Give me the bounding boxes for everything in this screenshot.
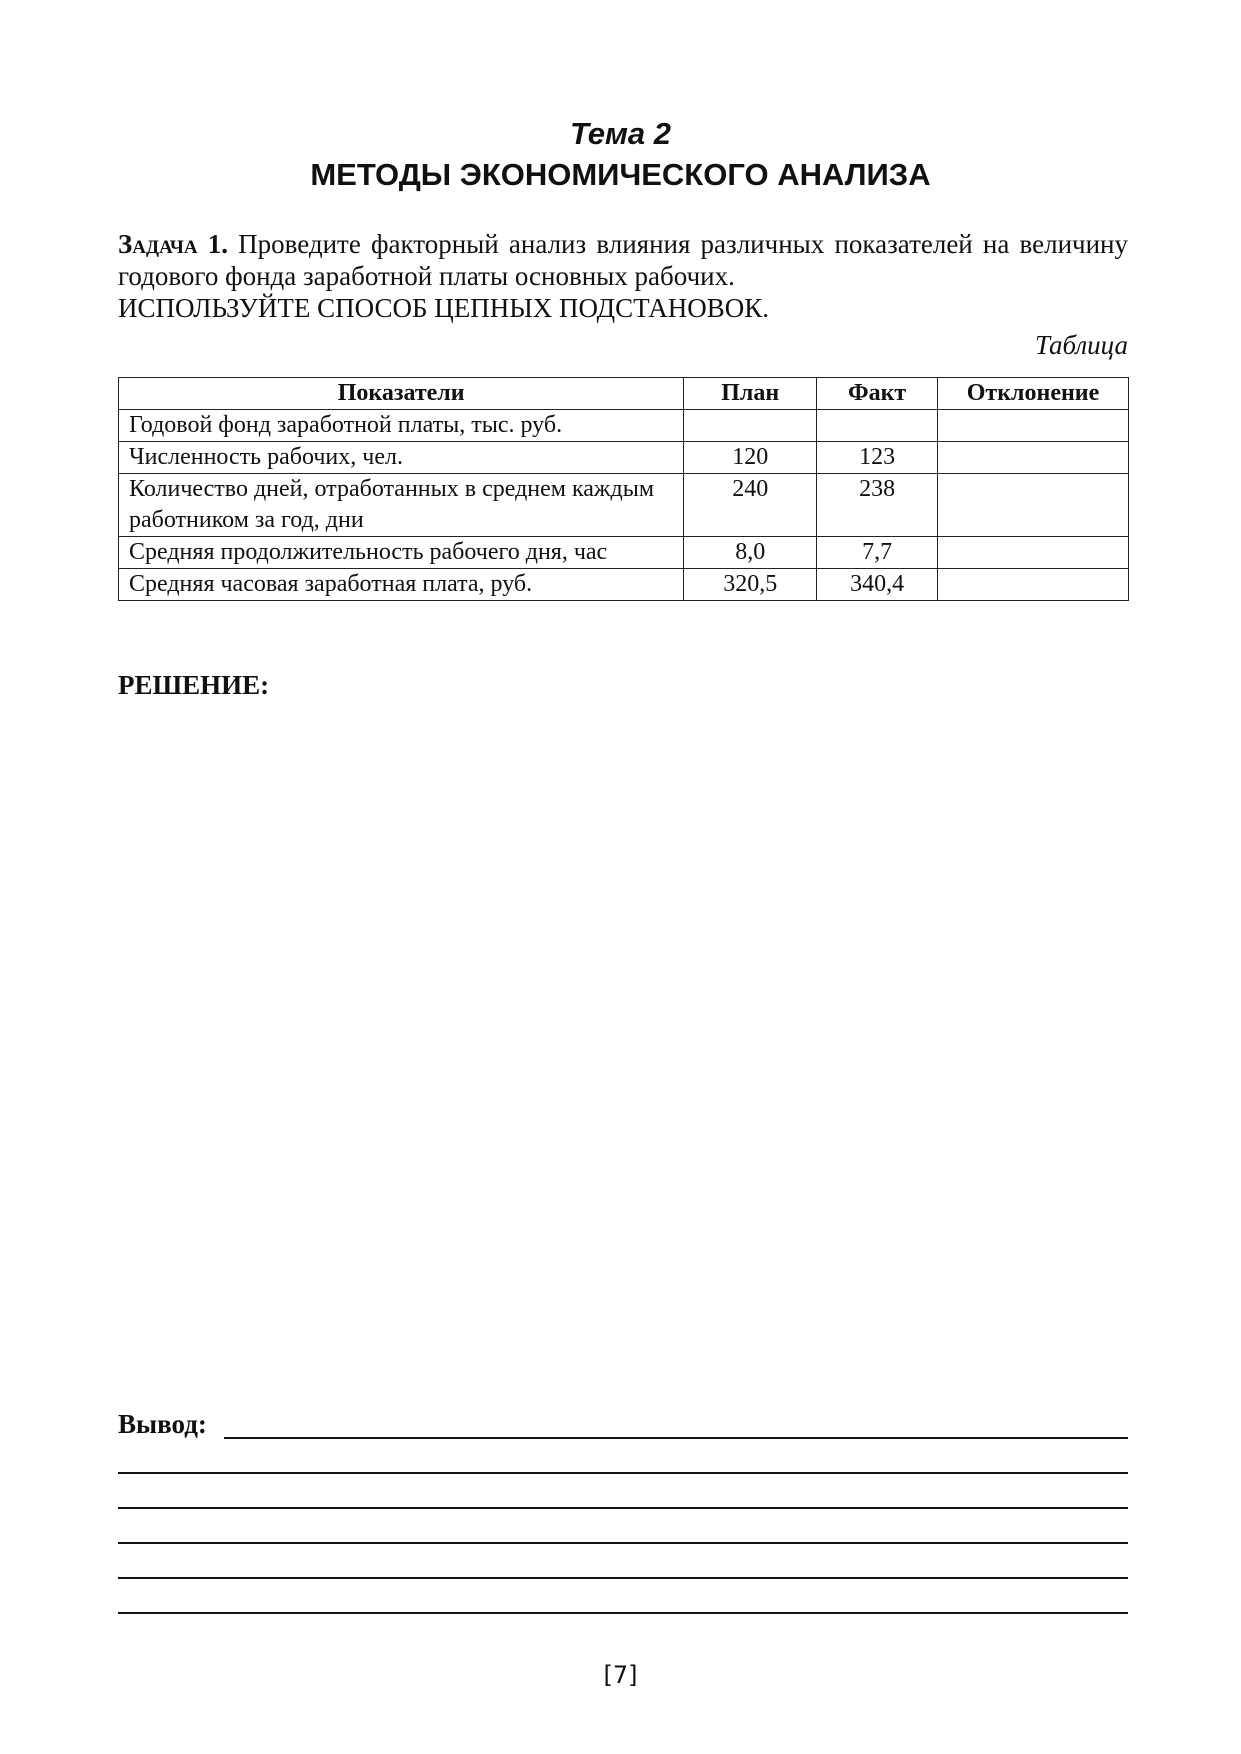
deviation-cell (938, 537, 1129, 569)
column-header: План (684, 378, 817, 410)
deviation-cell (938, 442, 1129, 474)
page-title: МЕТОДЫ ЭКОНОМИЧЕСКОГО АНАЛИЗА (310, 157, 931, 192)
topic-heading: Тема 2 (569, 116, 672, 151)
answer-line (118, 1472, 1128, 1474)
table-row (119, 537, 1129, 569)
table-header-row (119, 378, 1129, 410)
deviation-cell (938, 410, 1129, 442)
answer-line (118, 1612, 1128, 1614)
indicator-cell: Средняя продолжительность рабочего дня, час (119, 537, 684, 569)
plan-cell (684, 410, 817, 442)
indicator-cell: Численность рабочих, чел. (119, 442, 684, 474)
answer-line (118, 1577, 1128, 1579)
column-header: Отклонение (938, 378, 1129, 410)
deviation-cell (938, 474, 1129, 537)
indicators-table (118, 377, 1129, 601)
deviation-cell (938, 569, 1129, 601)
column-header: Факт (817, 378, 938, 410)
fact-cell: 7,7 (817, 537, 938, 569)
task-label: Задача 1. (118, 229, 228, 259)
plan-cell: 8,0 (684, 537, 817, 569)
plan-cell: 320,5 (684, 569, 817, 601)
fact-cell: 340,4 (817, 569, 938, 601)
fact-cell: 238 (817, 474, 938, 537)
solution-label: РЕШЕНИЕ: (118, 670, 270, 700)
fact-cell: 123 (817, 442, 938, 474)
table-row (119, 442, 1129, 474)
table-row (119, 410, 1129, 442)
plan-cell: 240 (684, 474, 817, 537)
indicator-cell: Средняя часовая заработная плата, руб. (119, 569, 684, 601)
task-text: Проведите факторный анализ влияния различных показателей на величину годового фонда заработной платы основных рабочих. (118, 229, 1129, 291)
table-row (119, 569, 1129, 601)
answer-line (118, 1542, 1128, 1544)
column-header: Показатели (119, 378, 684, 410)
indicator-cell: Годовой фонд заработной платы, тыс. руб. (119, 410, 684, 442)
indicator-cell: Количество дней, отработанных в среднем каждым работником за год, дни (119, 474, 684, 537)
table-caption: Таблица (1034, 330, 1128, 360)
table-row (119, 474, 1129, 537)
page-number: [7] (603, 1661, 638, 1689)
answer-line (224, 1437, 1128, 1439)
answer-line (118, 1507, 1128, 1509)
conclusion-label: Вывод: (118, 1409, 207, 1439)
task-statement (118, 228, 1128, 324)
fact-cell (817, 410, 938, 442)
task-method: ИСПОЛЬЗУЙТЕ СПОСОБ ЦЕПНЫХ ПОДСТАНОВОК. (118, 293, 770, 323)
plan-cell: 120 (684, 442, 817, 474)
